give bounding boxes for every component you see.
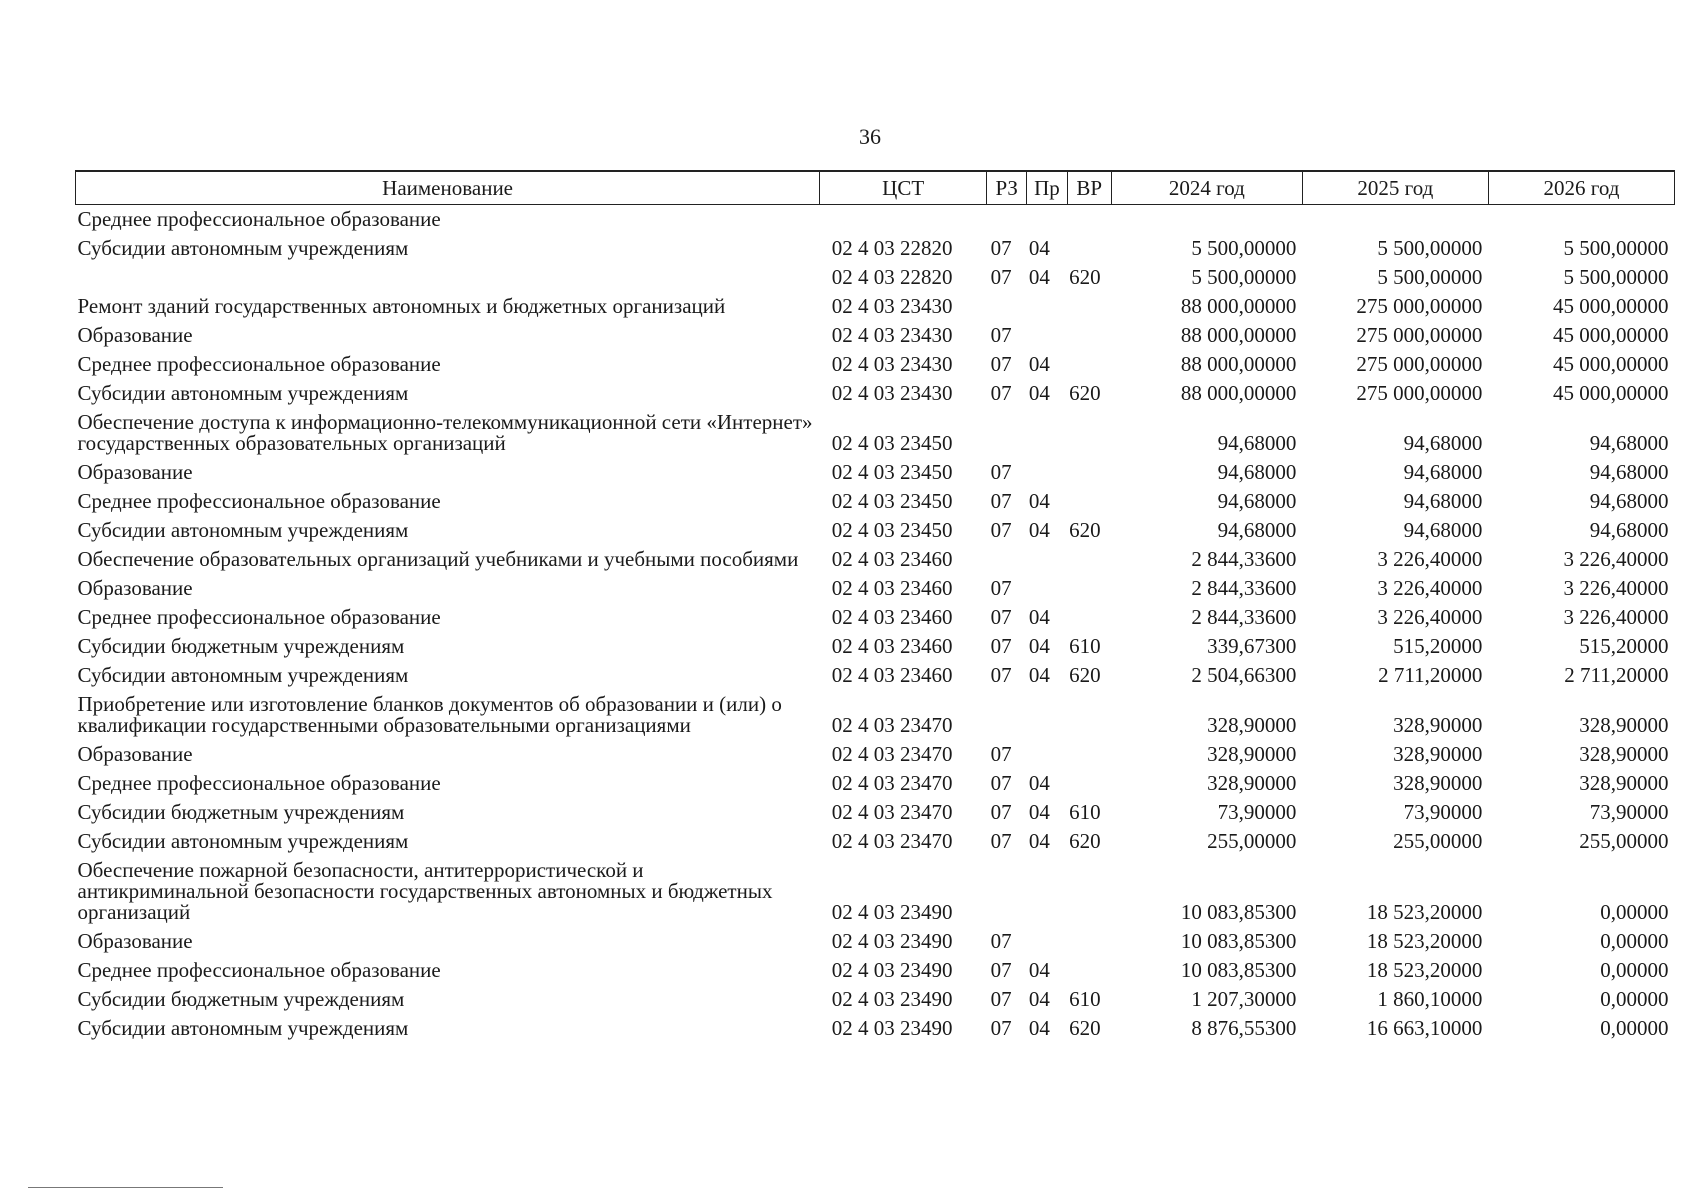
cell-cst: 02 4 03 23490 <box>831 1016 953 1040</box>
cell-name: Субсидии бюджетным учреждениям <box>77 634 405 658</box>
cell-2024: 2 844,33600 <box>1191 605 1297 629</box>
cell-rz: 07 <box>990 236 1012 260</box>
cell-cst: 02 4 03 23460 <box>831 634 953 658</box>
table-row <box>76 350 1675 379</box>
cell-pr: 04 <box>1028 958 1050 982</box>
cell-2026: 73,90000 <box>1589 800 1669 824</box>
cell-name <box>76 263 820 292</box>
cell-vr <box>1067 458 1111 487</box>
cell-2025: 18 523,20000 <box>1366 929 1483 953</box>
cell-2026: 0,00000 <box>1600 958 1669 982</box>
cell-cst: 02 4 03 23470 <box>831 829 953 853</box>
cell-2024: 2 844,33600 <box>1191 547 1297 571</box>
footer-rule <box>28 1187 223 1188</box>
header-cst: ЦСТ <box>820 171 987 205</box>
cell-pr <box>1027 690 1067 740</box>
cell-name: Субсидии автономным учреждениям <box>77 829 409 853</box>
cell-2024: 10 083,85300 <box>1180 958 1297 982</box>
cell-2026: 45 000,00000 <box>1553 294 1669 318</box>
cell-name: Среднее профессиональное образование <box>77 605 441 629</box>
table-row <box>76 234 1675 263</box>
cell-cst <box>820 205 987 235</box>
cell-rz <box>987 292 1027 321</box>
header-2024: 2024 год <box>1111 171 1302 205</box>
cell-cst: 02 4 03 23450 <box>831 489 953 513</box>
cell-2024: 5 500,00000 <box>1191 236 1297 260</box>
cell-name: Образование <box>77 576 193 600</box>
cell-rz: 07 <box>990 323 1012 347</box>
cell-2026: 328,90000 <box>1579 742 1669 766</box>
cell-2025: 328,90000 <box>1393 771 1483 795</box>
cell-cst: 02 4 03 23430 <box>831 323 953 347</box>
cell-2024 <box>1111 205 1302 235</box>
cell-cst: 02 4 03 23430 <box>831 381 953 405</box>
table-row <box>76 321 1675 350</box>
cell-name: Обеспечение доступа к информационно-телекоммуникационной сети «Интернет» государственных образовательных организаций <box>77 410 813 455</box>
header-vr: ВР <box>1067 171 1111 205</box>
cell-rz: 07 <box>990 1016 1012 1040</box>
cell-name: Среднее профессиональное образование <box>77 958 441 982</box>
cell-cst: 02 4 03 23490 <box>831 958 953 982</box>
table-row <box>76 379 1675 408</box>
cell-vr <box>1067 487 1111 516</box>
cell-2024: 2 504,66300 <box>1191 663 1297 687</box>
cell-2026: 45 000,00000 <box>1553 381 1669 405</box>
cell-rz: 07 <box>990 381 1012 405</box>
cell-pr: 04 <box>1028 829 1050 853</box>
budget-table <box>75 170 1675 1043</box>
cell-2026: 328,90000 <box>1579 771 1669 795</box>
cell-rz: 07 <box>990 352 1012 376</box>
cell-2026: 2 711,20000 <box>1564 663 1669 687</box>
cell-cst: 02 4 03 22820 <box>831 265 953 289</box>
header-rz: РЗ <box>987 171 1027 205</box>
cell-2024: 88 000,00000 <box>1180 381 1297 405</box>
cell-2024: 255,00000 <box>1207 829 1297 853</box>
cell-2024: 328,90000 <box>1207 713 1297 737</box>
cell-name: Образование <box>77 460 193 484</box>
cell-2025: 94,68000 <box>1403 489 1483 513</box>
table-row <box>76 927 1675 956</box>
cell-2024: 1 207,30000 <box>1191 987 1297 1011</box>
cell-cst: 02 4 03 23430 <box>831 352 953 376</box>
cell-2025: 328,90000 <box>1393 742 1483 766</box>
table-row <box>76 827 1675 856</box>
cell-cst: 02 4 03 23460 <box>831 547 953 571</box>
cell-rz: 07 <box>990 987 1012 1011</box>
table-row <box>76 690 1675 740</box>
cell-2025: 5 500,00000 <box>1377 265 1483 289</box>
table-row <box>76 603 1675 632</box>
cell-2025: 16 663,10000 <box>1366 1016 1483 1040</box>
cell-cst: 02 4 03 23470 <box>831 713 953 737</box>
cell-2026: 0,00000 <box>1600 987 1669 1011</box>
cell-2025: 275 000,00000 <box>1356 352 1483 376</box>
cell-vr <box>1067 956 1111 985</box>
cell-2024: 94,68000 <box>1217 489 1297 513</box>
cell-pr <box>1027 205 1067 235</box>
cell-2025: 328,90000 <box>1393 713 1483 737</box>
cell-2024: 94,68000 <box>1217 431 1297 455</box>
cell-2026: 94,68000 <box>1589 518 1669 542</box>
cell-name: Приобретение или изготовление бланков документов об образовании и (или) о квалификации государственными образовательными организациями <box>77 692 782 737</box>
table-row <box>76 408 1675 458</box>
cell-pr: 04 <box>1028 800 1050 824</box>
cell-2024: 88 000,00000 <box>1180 294 1297 318</box>
header-name: Наименование <box>76 171 820 205</box>
cell-rz: 07 <box>990 929 1012 953</box>
cell-pr <box>1027 574 1067 603</box>
cell-cst: 02 4 03 23450 <box>831 460 953 484</box>
cell-name: Субсидии автономным учреждениям <box>77 381 409 405</box>
cell-rz <box>987 856 1027 927</box>
cell-vr <box>1067 350 1111 379</box>
cell-vr <box>1067 603 1111 632</box>
cell-2026: 94,68000 <box>1589 460 1669 484</box>
cell-pr: 04 <box>1028 987 1050 1011</box>
cell-rz: 07 <box>990 663 1012 687</box>
cell-2026: 3 226,40000 <box>1563 547 1669 571</box>
cell-cst: 02 4 03 23490 <box>831 900 953 924</box>
table-row <box>76 545 1675 574</box>
cell-2026: 5 500,00000 <box>1563 236 1669 260</box>
cell-2025: 515,20000 <box>1393 634 1483 658</box>
cell-pr <box>1027 408 1067 458</box>
cell-pr: 04 <box>1028 663 1050 687</box>
cell-name: Обеспечение пожарной безопасности, антитеррористической и антикриминальной безопасности государственных автономных и бюджетных организаций <box>77 858 773 924</box>
cell-2025: 275 000,00000 <box>1356 323 1483 347</box>
table-row <box>76 574 1675 603</box>
cell-cst: 02 4 03 23460 <box>831 605 953 629</box>
cell-vr <box>1067 927 1111 956</box>
cell-2024: 94,68000 <box>1217 518 1297 542</box>
table-row <box>76 740 1675 769</box>
cell-vr: 620 <box>1069 518 1101 542</box>
cell-2026: 255,00000 <box>1579 829 1669 853</box>
cell-name: Среднее профессиональное образование <box>77 207 441 231</box>
header-row <box>76 171 1675 205</box>
cell-cst: 02 4 03 23490 <box>831 929 953 953</box>
cell-2025: 275 000,00000 <box>1356 381 1483 405</box>
cell-2024: 88 000,00000 <box>1180 352 1297 376</box>
cell-cst: 02 4 03 22820 <box>831 236 953 260</box>
table-row <box>76 516 1675 545</box>
cell-vr <box>1067 234 1111 263</box>
cell-2026: 0,00000 <box>1600 1016 1669 1040</box>
cell-pr: 04 <box>1028 518 1050 542</box>
table-row <box>76 769 1675 798</box>
cell-2024: 328,90000 <box>1207 771 1297 795</box>
cell-rz: 07 <box>990 829 1012 853</box>
cell-vr: 620 <box>1069 381 1101 405</box>
cell-vr: 620 <box>1069 829 1101 853</box>
cell-2025: 275 000,00000 <box>1356 294 1483 318</box>
table-body <box>76 205 1675 1044</box>
cell-name: Среднее профессиональное образование <box>77 489 441 513</box>
cell-2026 <box>1488 205 1674 235</box>
table-row <box>76 458 1675 487</box>
cell-rz: 07 <box>990 771 1012 795</box>
cell-rz: 07 <box>990 605 1012 629</box>
cell-vr <box>1067 408 1111 458</box>
cell-2024: 10 083,85300 <box>1180 900 1297 924</box>
cell-pr <box>1027 545 1067 574</box>
cell-rz: 07 <box>990 460 1012 484</box>
cell-name: Субсидии автономным учреждениям <box>77 663 409 687</box>
cell-2024: 2 844,33600 <box>1191 576 1297 600</box>
cell-2024: 8 876,55300 <box>1191 1016 1297 1040</box>
table-row <box>76 985 1675 1014</box>
table-row <box>76 205 1675 235</box>
cell-vr <box>1067 769 1111 798</box>
table-row <box>76 956 1675 985</box>
cell-cst: 02 4 03 23460 <box>831 576 953 600</box>
header-2026: 2026 год <box>1488 171 1674 205</box>
cell-cst: 02 4 03 23470 <box>831 742 953 766</box>
table-row <box>76 263 1675 292</box>
cell-2025: 18 523,20000 <box>1366 900 1483 924</box>
cell-pr <box>1027 458 1067 487</box>
cell-rz <box>987 545 1027 574</box>
cell-2025: 3 226,40000 <box>1377 576 1483 600</box>
cell-name: Субсидии автономным учреждениям <box>77 236 409 260</box>
cell-pr <box>1027 740 1067 769</box>
cell-2026: 94,68000 <box>1589 431 1669 455</box>
cell-2025: 18 523,20000 <box>1366 958 1483 982</box>
cell-rz: 07 <box>990 800 1012 824</box>
cell-name: Субсидии бюджетным учреждениям <box>77 987 405 1011</box>
cell-2026: 5 500,00000 <box>1563 265 1669 289</box>
cell-2026: 45 000,00000 <box>1553 352 1669 376</box>
cell-vr <box>1067 292 1111 321</box>
cell-2026: 3 226,40000 <box>1563 605 1669 629</box>
cell-vr: 610 <box>1069 800 1101 824</box>
cell-cst: 02 4 03 23470 <box>831 800 953 824</box>
table-row <box>76 856 1675 927</box>
cell-2024: 328,90000 <box>1207 742 1297 766</box>
cell-cst: 02 4 03 23460 <box>831 663 953 687</box>
cell-name: Субсидии бюджетным учреждениям <box>77 800 405 824</box>
table-row <box>76 661 1675 690</box>
cell-vr <box>1067 321 1111 350</box>
cell-cst: 02 4 03 23490 <box>831 987 953 1011</box>
cell-2025: 3 226,40000 <box>1377 605 1483 629</box>
cell-pr: 04 <box>1028 352 1050 376</box>
table-row <box>76 292 1675 321</box>
cell-vr <box>1067 574 1111 603</box>
cell-cst: 02 4 03 23430 <box>831 294 953 318</box>
cell-name: Образование <box>77 742 193 766</box>
cell-2024: 73,90000 <box>1217 800 1297 824</box>
cell-name: Образование <box>77 323 193 347</box>
cell-vr <box>1067 740 1111 769</box>
cell-rz: 07 <box>990 634 1012 658</box>
cell-vr <box>1067 545 1111 574</box>
cell-2026: 328,90000 <box>1579 713 1669 737</box>
cell-2024: 339,67300 <box>1207 634 1297 658</box>
cell-vr <box>1067 205 1111 235</box>
cell-pr: 04 <box>1028 236 1050 260</box>
cell-2025: 5 500,00000 <box>1377 236 1483 260</box>
page-number: 36 <box>859 124 881 149</box>
cell-pr: 04 <box>1028 771 1050 795</box>
cell-rz: 07 <box>990 742 1012 766</box>
cell-2025 <box>1302 205 1488 235</box>
cell-rz: 07 <box>990 576 1012 600</box>
cell-2026: 45 000,00000 <box>1553 323 1669 347</box>
cell-pr: 04 <box>1028 605 1050 629</box>
header-pr: Пр <box>1027 171 1067 205</box>
cell-name: Субсидии автономным учреждениям <box>77 518 409 542</box>
cell-rz: 07 <box>990 489 1012 513</box>
cell-name: Образование <box>77 929 193 953</box>
cell-name: Среднее профессиональное образование <box>77 352 441 376</box>
cell-name: Обеспечение образовательных организаций учебниками и учебными пособиями <box>77 547 799 571</box>
cell-rz <box>987 408 1027 458</box>
cell-2025: 94,68000 <box>1403 431 1483 455</box>
cell-2025: 94,68000 <box>1403 460 1483 484</box>
cell-pr <box>1027 321 1067 350</box>
cell-name: Среднее профессиональное образование <box>77 771 441 795</box>
cell-pr <box>1027 856 1067 927</box>
cell-pr: 04 <box>1028 1016 1050 1040</box>
cell-rz: 07 <box>990 265 1012 289</box>
cell-2025: 2 711,20000 <box>1378 663 1483 687</box>
cell-pr: 04 <box>1028 265 1050 289</box>
cell-2026: 0,00000 <box>1600 929 1669 953</box>
table-row <box>76 487 1675 516</box>
cell-name: Субсидии автономным учреждениям <box>77 1016 409 1040</box>
header-2025: 2025 год <box>1302 171 1488 205</box>
cell-2026: 3 226,40000 <box>1563 576 1669 600</box>
cell-rz <box>987 205 1027 235</box>
cell-2024: 94,68000 <box>1217 460 1297 484</box>
cell-rz: 07 <box>990 958 1012 982</box>
cell-rz <box>987 690 1027 740</box>
cell-2026: 94,68000 <box>1589 489 1669 513</box>
cell-cst: 02 4 03 23470 <box>831 771 953 795</box>
table-row <box>76 632 1675 661</box>
cell-vr: 620 <box>1069 663 1101 687</box>
cell-2025: 1 860,10000 <box>1377 987 1483 1011</box>
cell-pr <box>1027 927 1067 956</box>
cell-name: Ремонт зданий государственных автономных и бюджетных организаций <box>77 294 726 318</box>
cell-2026: 0,00000 <box>1600 900 1669 924</box>
cell-cst: 02 4 03 23450 <box>831 431 953 455</box>
table-row <box>76 798 1675 827</box>
cell-pr: 04 <box>1028 489 1050 513</box>
cell-cst: 02 4 03 23450 <box>831 518 953 542</box>
cell-2024: 88 000,00000 <box>1180 323 1297 347</box>
cell-pr: 04 <box>1028 381 1050 405</box>
cell-rz: 07 <box>990 518 1012 542</box>
cell-2025: 94,68000 <box>1403 518 1483 542</box>
cell-pr <box>1027 292 1067 321</box>
cell-2024: 10 083,85300 <box>1180 929 1297 953</box>
cell-vr <box>1067 856 1111 927</box>
cell-2025: 73,90000 <box>1403 800 1483 824</box>
cell-2025: 3 226,40000 <box>1377 547 1483 571</box>
cell-pr: 04 <box>1028 634 1050 658</box>
table-header <box>76 171 1675 205</box>
cell-vr: 620 <box>1069 1016 1101 1040</box>
cell-vr: 620 <box>1069 265 1101 289</box>
cell-vr: 610 <box>1069 987 1101 1011</box>
cell-2024: 5 500,00000 <box>1191 265 1297 289</box>
cell-2025: 255,00000 <box>1393 829 1483 853</box>
cell-vr: 610 <box>1069 634 1101 658</box>
cell-vr <box>1067 690 1111 740</box>
table-row <box>76 1014 1675 1043</box>
cell-2026: 515,20000 <box>1579 634 1669 658</box>
